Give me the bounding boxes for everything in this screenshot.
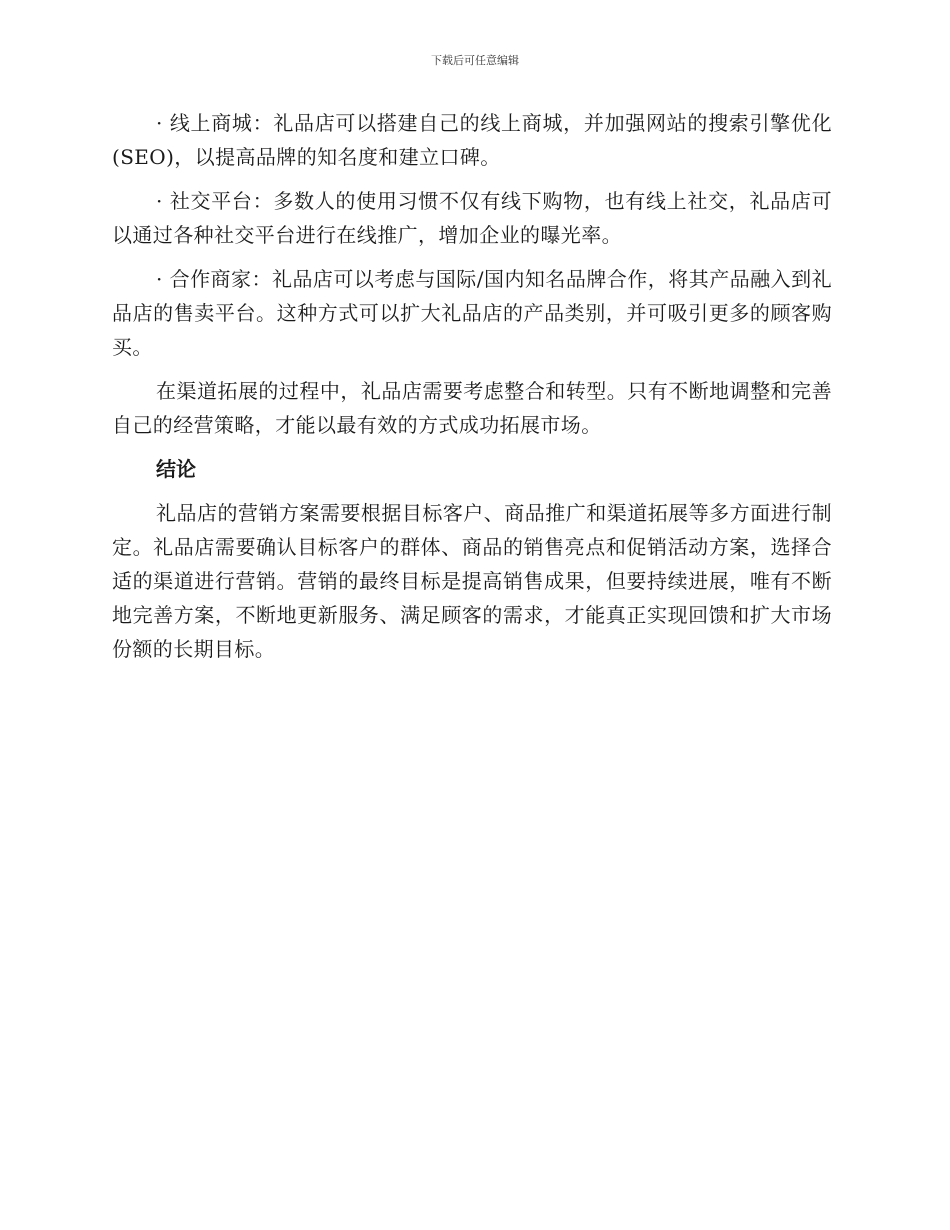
page-header: 下载后可任意编辑 — [431, 54, 519, 67]
paragraph-online-mall: · 线上商城：礼品店可以搭建自己的线上商城，并加强网站的搜索引擎优化(SEO)，以提高品牌的知名度和建立口碑。 — [112, 111, 832, 169]
conclusion-heading: 结论 — [156, 457, 196, 481]
document-body — [112, 106, 832, 676]
paragraph-social-platform: · 社交平台：多数人的使用习惯不仅有线下购物，也有线上社交，礼品店可以通过各种社交平台进行在线推广，增加企业的曝光率。 — [112, 189, 832, 247]
paragraph-partner-merchants: · 合作商家：礼品店可以考虑与国际/国内知名品牌合作，将其产品融入到礼品店的售卖平台。这种方式可以扩大礼品店的产品类别，并可吸引更多的顾客购买。 — [112, 267, 832, 359]
paragraph-channel-expansion: 在渠道拓展的过程中，礼品店需要考虑整合和转型。只有不断地调整和完善自己的经营策略，才能以最有效的方式成功拓展市场。 — [112, 379, 832, 437]
conclusion-paragraph: 礼品店的营销方案需要根据目标客户、商品推广和渠道拓展等多方面进行制定。礼品店需要确认目标客户的群体、商品的销售亮点和促销活动方案，选择合适的渠道进行营销。营销的最终目标是提高销售成果，但要持续进展，唯有不断地完善方案，不断地更新服务、满足顾客的需求，才能真正实现回馈和扩大市场份额的长期目标。 — [112, 501, 832, 661]
